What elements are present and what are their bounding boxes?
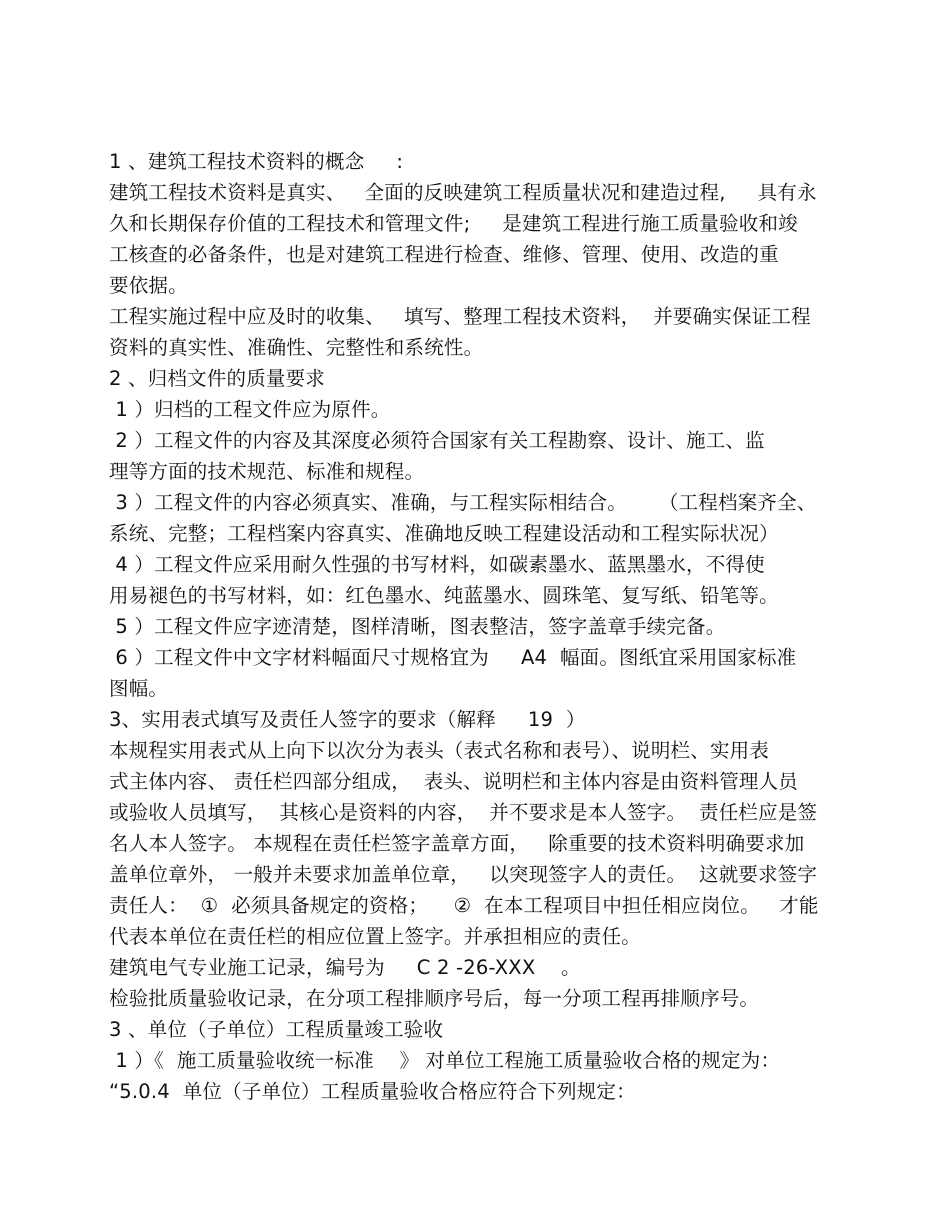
text-line: 名人本人签字。 本规程在责任栏签字盖章方面， 除重要的技术资料明确要求加	[109, 832, 805, 855]
text-line: 要依据。	[109, 274, 188, 297]
text-line: 工程实施过程中应及时的收集、 填写、整理工程技术资料， 并要确实保证工程	[109, 305, 811, 328]
section-heading: 3 、单位（子单位）工程质量竣工验收	[109, 1018, 444, 1041]
text-line: 图幅。	[109, 677, 169, 700]
list-item: 1 ）《 施工质量验收统一标准 》 对单位工程施工质量验收合格的规定为：	[109, 1049, 781, 1072]
list-item: 1 ）归档的工程文件应为原件。	[109, 398, 391, 421]
text-line: 工核查的必备条件，也是对建筑工程进行检查、维修、管理、使用、改造的重	[109, 243, 779, 266]
text-line: 本规程实用表式从上向下以次分为表头（表式名称和表号）、说明栏、实用表	[109, 739, 770, 762]
text-line: 建筑电气专业施工记录，编号为 C 2 -26-XXX 。	[109, 956, 581, 979]
text-line: 盖单位章外， 一般并未要求加盖单位章， 以突现签字人的责任。 这就要求签字	[109, 863, 818, 886]
text-line: 资料的真实性、准确性、完整性和系统性。	[109, 336, 484, 359]
text-line: 检验批质量验收记录，在分项工程排顺序号后，每一分项工程再排顺序号。	[109, 987, 760, 1010]
list-item: 3 ）工程文件的内容必须真实、准确，与工程实际相结合。 （工程档案齐全、	[109, 491, 817, 514]
list-item: 4 ）工程文件应采用耐久性强的书写材料，如碳素墨水、蓝黑墨水，不得使	[109, 553, 765, 576]
section-heading: 3、实用表式填写及责任人签字的要求（解释 19 ）	[109, 708, 586, 731]
list-item: 5 ）工程文件应字迹清楚，图样清晰，图表整洁，签字盖章手续完备。	[109, 615, 726, 638]
text-line: 理等方面的技术规范、标准和规程。	[109, 460, 425, 483]
text-line: “5.0.4 单位（子单位）工程质量验收合格应符合下列规定：	[109, 1080, 636, 1103]
list-item: 2 ）工程文件的内容及其深度必须符合国家有关工程勘察、设计、施工、监	[109, 429, 765, 452]
text-line: 责任人： ① 必须具备规定的资格； ② 在本工程项目中担任相应岗位。 才能	[109, 894, 819, 917]
text-line: 建筑工程技术资料是真实、 全面的反映建筑工程质量状况和建造过程, 具有永	[109, 181, 817, 204]
text-line: 用易褪色的书写材料，如：红色墨水、纯蓝墨水、圆珠笔、复写纸、铅笔等。	[109, 584, 779, 607]
text-line: 或验收人员填写， 其核心是资料的内容， 并不要求是本人签字。 责任栏应是签	[109, 801, 818, 824]
section-heading: 1 、建筑工程技术资料的概念 :	[109, 150, 404, 173]
section-heading: 2 、归档文件的质量要求	[109, 367, 326, 390]
list-item: 6 ）工程文件中文字材料幅面尺寸规格宜为 A4 幅面。图纸宜采用国家标准	[109, 646, 797, 669]
text-line: 式主体内容、 责任栏四部分组成， 表头、说明栏和主体内容是由资料管理人员	[109, 770, 798, 793]
text-line: 代表本单位在责任栏的相应位置上签字。并承担相应的责任。	[109, 925, 641, 948]
text-line: 系统、完整；工程档案内容真实、准确地反映工程建设活动和工程实际状况）	[109, 522, 779, 545]
text-line: 久和长期保存价值的工程技术和管理文件; 是建筑工程进行施工质量验收和竣	[109, 212, 798, 235]
